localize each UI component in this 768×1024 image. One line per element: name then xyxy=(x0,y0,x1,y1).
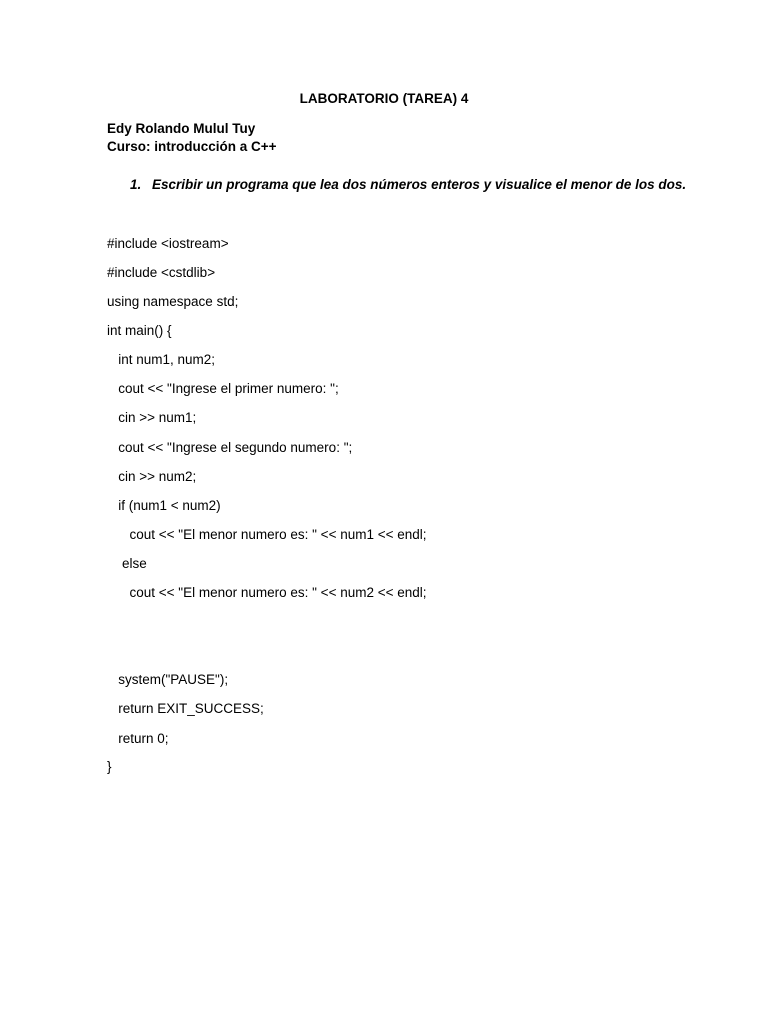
author-name: Edy Rolando Mulul Tuy xyxy=(107,121,256,136)
code-line: cout << "Ingrese el segundo numero: "; xyxy=(107,440,353,455)
code-line: } xyxy=(107,759,112,774)
code-line: cin >> num1; xyxy=(107,410,197,425)
code-line: #include <cstdlib> xyxy=(107,265,216,280)
code-line: if (num1 < num2) xyxy=(107,498,221,513)
code-line: #include <iostream> xyxy=(107,236,229,251)
code-line: cout << "El menor numero es: " << num2 << endl; xyxy=(107,585,427,600)
code-line: int main() { xyxy=(107,323,172,338)
code-line: else xyxy=(107,556,147,571)
code-line: int num1, num2; xyxy=(107,352,216,367)
code-line: system("PAUSE"); xyxy=(107,672,229,687)
code-line: using namespace std; xyxy=(107,294,239,309)
code-line: cin >> num2; xyxy=(107,469,197,484)
code-line: return 0; xyxy=(107,731,169,746)
exercise-number: 1. xyxy=(130,177,142,192)
code-line: cout << "El menor numero es: " << num1 << endl; xyxy=(107,527,427,542)
code-listing xyxy=(107,0,707,1024)
exercise-text: Escribir un programa que lea dos números enteros y visualice el menor de los dos. xyxy=(152,177,687,192)
document-title: LABORATORIO (TAREA) 4 xyxy=(299,91,469,106)
code-line: return EXIT_SUCCESS; xyxy=(107,701,264,716)
course-name: Curso: introducción a C++ xyxy=(107,139,277,154)
code-line: cout << "Ingrese el primer numero: "; xyxy=(107,381,339,396)
